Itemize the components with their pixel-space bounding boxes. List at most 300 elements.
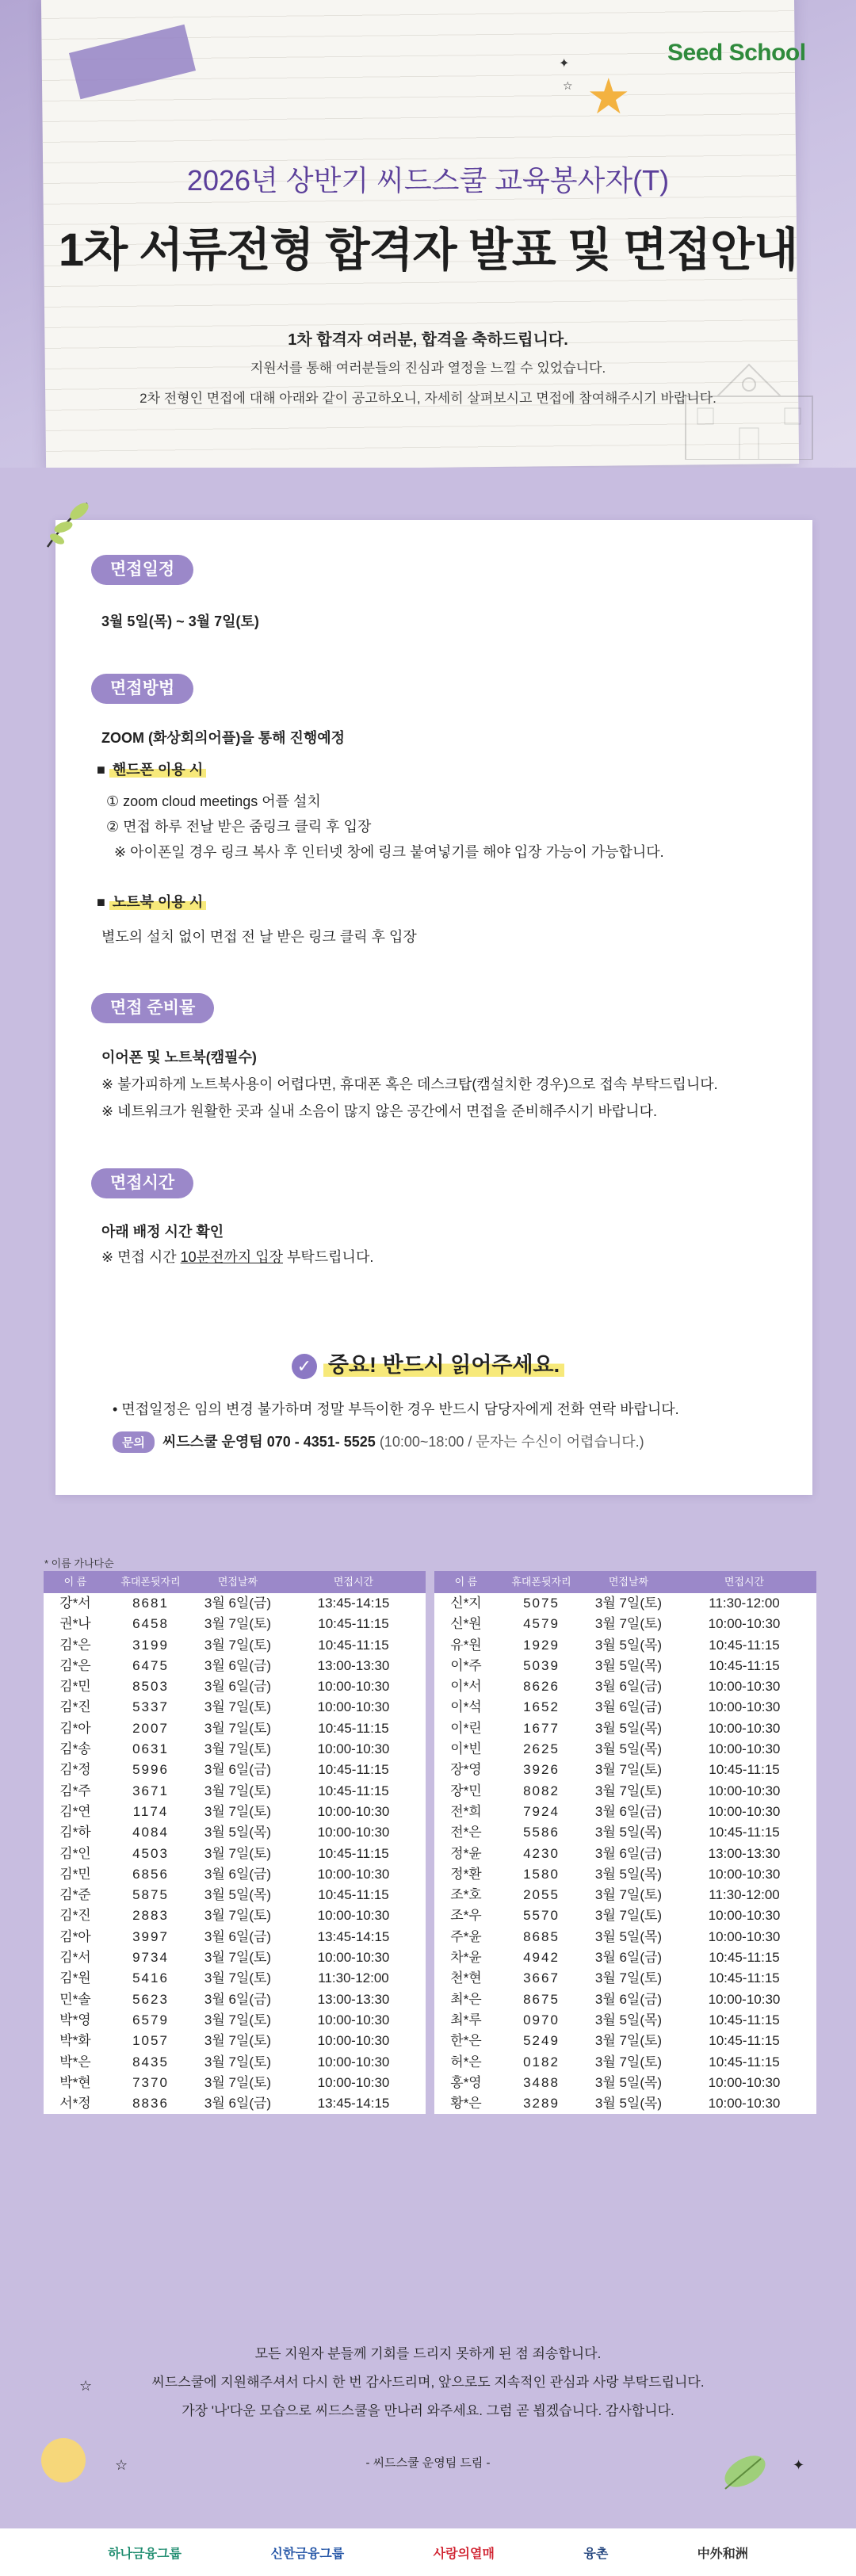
- table-cell: 3월 7일(토): [204, 2054, 272, 2070]
- table-cell: 3월 5일(목): [594, 1741, 663, 1757]
- table-cell: 최*은: [450, 1991, 482, 2007]
- table-cell: 0631: [132, 1741, 169, 1757]
- star-icon: ★: [587, 70, 631, 124]
- table-row: [44, 2031, 426, 2051]
- table-cell: 3월 5일(목): [594, 2074, 663, 2090]
- table-cell: 13:00-13:30: [708, 1845, 781, 1861]
- table-cell: 2055: [523, 1887, 560, 1903]
- table-cell: 13:00-13:30: [317, 1657, 390, 1673]
- table-row: [434, 1697, 816, 1718]
- table-cell: 7924: [523, 1803, 560, 1819]
- table-row: [44, 1635, 426, 1656]
- table-cell: 3월 7일(토): [204, 1699, 272, 1715]
- table-note: * 이름 가나다순: [44, 1557, 114, 1569]
- table-row: [434, 1593, 816, 1614]
- table-cell: 이*주: [450, 1657, 482, 1673]
- table-cell: 서*정: [59, 2096, 91, 2112]
- sponsor-bar: [0, 2528, 856, 2576]
- table-cell: 김*원: [59, 1970, 91, 1986]
- time-badge: 면접시간: [91, 1168, 193, 1198]
- table-cell: 1652: [523, 1699, 560, 1715]
- prep-note: ※ 네트워크가 원활한 곳과 실내 소음이 많지 않은 공간에서 면접을 준비해주시기 바랍니다.: [101, 1103, 658, 1119]
- table-cell: 3월 7일(토): [594, 1887, 663, 1903]
- table-cell: 3199: [132, 1637, 169, 1653]
- table-cell: 강*서: [59, 1596, 91, 1611]
- table-cell: 5249: [523, 2033, 560, 2049]
- table-cell: 3월 7일(토): [204, 1720, 272, 1736]
- table-cell: 5623: [132, 1991, 169, 2007]
- table-cell: 8836: [132, 2096, 169, 2112]
- table-cell: 0970: [523, 2012, 560, 2028]
- table-cell: 4503: [132, 1845, 169, 1861]
- table-cell: 3월 6일(금): [204, 1657, 272, 1673]
- sparkle-icon: ✦: [559, 57, 570, 71]
- table-cell: 1580: [523, 1866, 560, 1882]
- table-cell: 13:00-13:30: [317, 1991, 390, 2007]
- table-cell: 조*우: [450, 1908, 482, 1924]
- table-cell: 4230: [523, 1845, 560, 1861]
- table-cell: 3월 7일(토): [204, 1616, 272, 1632]
- table-cell: 3월 5일(목): [594, 1866, 663, 1882]
- table-cell: 10:00-10:30: [708, 1699, 781, 1715]
- table-row: [44, 2073, 426, 2093]
- table-cell: 3월 5일(목): [594, 1637, 663, 1653]
- intro-text: 지원서를 통해 여러분들의 진심과 열정을 느낄 수 있었습니다.: [250, 361, 606, 376]
- table-cell: 10:45-11:15: [318, 1845, 389, 1861]
- table-cell: 10:00-10:30: [708, 1679, 781, 1695]
- table-row: [44, 1781, 426, 1802]
- table-cell: 이*서: [450, 1679, 482, 1695]
- table-cell: 10:00-10:30: [317, 1699, 390, 1715]
- table-cell: 0182: [523, 2054, 560, 2070]
- table-cell: 박*영: [59, 2012, 91, 2028]
- schedule-badge: 면접일정: [91, 555, 193, 585]
- table-row: [434, 1844, 816, 1864]
- time-text: 아래 배정 시간 확인: [101, 1224, 224, 1240]
- table-cell: 3월 6일(금): [594, 1950, 663, 1966]
- table-cell: 김*민: [59, 1679, 91, 1695]
- table-cell: 10:00-10:30: [708, 1803, 781, 1819]
- table-row: [44, 1864, 426, 1885]
- table-cell: 8435: [132, 2054, 169, 2070]
- phone-label: ■ 핸드폰 이용 시: [97, 759, 206, 779]
- table-cell: 10:45-11:15: [709, 2054, 780, 2070]
- important-bullet: • 면접일정은 임의 변경 불가하며 정말 부득이한 경우 반드시 담당자에게 전화 연락 바랍니다.: [113, 1401, 679, 1417]
- table-cell: 홍*영: [450, 2074, 482, 2090]
- table-cell: 10:00-10:30: [317, 1866, 390, 1882]
- intro-text: 2차 전형인 면접에 대해 아래와 같이 공고하오니, 자세히 살펴보시고 면접에 참여해주시기 바랍니다.: [139, 391, 717, 406]
- table-cell: 3월 7일(토): [204, 1845, 272, 1861]
- table-row: [44, 1947, 426, 1968]
- table-row: [44, 1844, 426, 1864]
- table-row: [44, 1989, 426, 2010]
- table-row: [44, 1593, 426, 1614]
- table-cell: 이*석: [450, 1699, 482, 1715]
- table-cell: 4084: [132, 1825, 169, 1840]
- hero-subtitle: 2026년 상반기 씨드스쿨 교육봉사자(T): [186, 164, 670, 197]
- table-cell: 4942: [523, 1950, 560, 1966]
- table-cell: 10:00-10:30: [317, 1825, 390, 1840]
- table-cell: 3289: [523, 2096, 560, 2112]
- table-row: [434, 1885, 816, 1905]
- table-row: [44, 1760, 426, 1780]
- table-cell: 권*나: [59, 1616, 91, 1632]
- table-cell: 3671: [132, 1783, 169, 1798]
- table-cell: 5416: [132, 1970, 169, 1986]
- contact-line: 문의 씨드스쿨 운영팀 070 - 4351- 5525 (10:00~18:00 / 문자는 수신이 어렵습니다.): [113, 1431, 644, 1453]
- table-row: [434, 2010, 816, 2031]
- laptop-text: 별도의 설치 없이 면접 전 날 받은 링크 클릭 후 입장: [101, 929, 417, 945]
- table-cell: 10:45-11:15: [318, 1762, 389, 1778]
- table-cell: 김*연: [59, 1803, 91, 1819]
- prep-badge: 면접 준비물: [91, 993, 214, 1023]
- table-cell: 8675: [523, 1991, 560, 2007]
- table-cell: 3월 5일(목): [594, 1657, 663, 1673]
- table-cell: 3월 6일(금): [204, 1928, 272, 1944]
- method-badge: 면접방법: [91, 674, 193, 704]
- table-cell: 3월 6일(금): [204, 1762, 272, 1778]
- table-cell: 5075: [523, 1596, 560, 1611]
- check-icon: ✓: [292, 1354, 317, 1379]
- table-cell: 6475: [132, 1657, 169, 1673]
- table-cell: 8626: [523, 1679, 560, 1695]
- table-cell: 10:45-11:15: [318, 1720, 389, 1736]
- table-cell: 2883: [132, 1908, 169, 1924]
- table-cell: 3월 6일(금): [594, 1991, 663, 2007]
- table-row: [44, 1822, 426, 1843]
- sparkle-icon: ✦: [793, 2457, 805, 2473]
- schedule-dates: 3월 5일(목) ~ 3월 7일(토): [101, 613, 259, 629]
- phone-step: ① zoom cloud meetings 어플 설치: [106, 793, 321, 809]
- sponsor-logo: 하나금융그룹: [108, 2547, 182, 2561]
- table-cell: 3월 5일(목): [204, 1887, 272, 1903]
- table-cell: 5875: [132, 1887, 169, 1903]
- table-cell: 10:00-10:30: [317, 2012, 390, 2028]
- table-cell: 13:45-14:15: [317, 2096, 390, 2112]
- table-cell: 3월 6일(금): [594, 1803, 663, 1819]
- table-row: [434, 1989, 816, 2010]
- table-header: 이 름 휴대폰뒷자리 면접날짜 면접시간: [44, 1571, 426, 1593]
- table-cell: 3667: [523, 1970, 560, 1986]
- table-row: [44, 1656, 426, 1676]
- table-cell: 10:00-10:30: [708, 1928, 781, 1944]
- table-row: [44, 1968, 426, 1989]
- table-cell: 5039: [523, 1657, 560, 1673]
- table-cell: 김*정: [59, 1762, 91, 1778]
- table-row: [434, 1635, 816, 1656]
- smiley-sun-icon: [41, 2438, 86, 2482]
- table-cell: 9734: [132, 1950, 169, 1966]
- table-cell: 장*민: [450, 1783, 482, 1798]
- table-row: [434, 1739, 816, 1760]
- table-cell: 유*원: [450, 1637, 482, 1653]
- table-row: [434, 2093, 816, 2114]
- table-cell: 5996: [132, 1762, 169, 1778]
- table-cell: 3월 6일(금): [594, 1845, 663, 1861]
- table-cell: 장*영: [450, 1762, 482, 1778]
- table-cell: 3월 7일(토): [204, 1970, 272, 1986]
- table-row: [434, 1718, 816, 1739]
- table-cell: 10:00-10:30: [708, 1908, 781, 1924]
- table-row: [44, 2052, 426, 2073]
- table-cell: 10:00-10:30: [708, 1866, 781, 1882]
- table-cell: 3월 6일(금): [594, 1679, 663, 1695]
- table-cell: 김*준: [59, 1887, 91, 1903]
- table-cell: 조*호: [450, 1887, 482, 1903]
- table-cell: 10:45-11:15: [318, 1637, 389, 1653]
- table-cell: 김*송: [59, 1741, 91, 1757]
- table-row: [434, 1781, 816, 1802]
- table-row: [44, 1697, 426, 1718]
- table-cell: 10:00-10:30: [708, 1616, 781, 1632]
- table-cell: 6579: [132, 2012, 169, 2028]
- table-cell: 박*은: [59, 2054, 91, 2070]
- table-row: [44, 1927, 426, 1947]
- table-cell: 3월 7일(토): [204, 1783, 272, 1798]
- table-cell: 10:00-10:30: [317, 1679, 390, 1695]
- table-cell: 신*지: [450, 1596, 482, 1611]
- leaf-icon: [40, 491, 103, 555]
- table-cell: 10:00-10:30: [317, 2074, 390, 2090]
- table-cell: 3월 7일(토): [204, 2074, 272, 2090]
- table-cell: 전*희: [450, 1803, 482, 1819]
- table-row: [434, 1822, 816, 1843]
- table-row: [44, 2093, 426, 2114]
- table-cell: 1929: [523, 1637, 560, 1653]
- table-cell: 3월 7일(토): [594, 1908, 663, 1924]
- table-cell: 10:00-10:30: [708, 2074, 781, 2090]
- table-cell: 김*진: [59, 1699, 91, 1715]
- table-cell: 11:30-12:00: [709, 1596, 780, 1611]
- table-cell: 3월 7일(토): [204, 1741, 272, 1757]
- footer-text: 씨드스쿨에 지원해주셔서 다시 한 번 감사드리며, 앞으로도 지속적인 관심과 사랑 부탁드립니다.: [151, 2375, 705, 2390]
- table-cell: 4579: [523, 1616, 560, 1632]
- table-row: [434, 1905, 816, 1926]
- table-cell: 10:45-11:15: [709, 1657, 780, 1673]
- table-cell: 3월 7일(토): [594, 1596, 663, 1611]
- schedule-table-right: [434, 1571, 816, 2114]
- table-cell: 3월 7일(토): [204, 1908, 272, 1924]
- sparkle-icon: ☆: [115, 2457, 128, 2473]
- table-cell: 3월 6일(금): [204, 1866, 272, 1882]
- table-row: [434, 1864, 816, 1885]
- table-cell: 3월 5일(목): [594, 1720, 663, 1736]
- table-cell: 1677: [523, 1720, 560, 1736]
- table-cell: 7370: [132, 2074, 169, 2090]
- congrats-text: 1차 합격자 여러분, 합격을 축하드립니다.: [288, 331, 568, 349]
- table-cell: 10:00-10:30: [317, 1741, 390, 1757]
- sponsor-logo: 신한금융그룹: [270, 2547, 345, 2561]
- table-cell: 정*환: [450, 1866, 482, 1882]
- table-row: [44, 1676, 426, 1697]
- table-cell: 10:45-11:15: [709, 1762, 780, 1778]
- table-cell: 13:45-14:15: [317, 1928, 390, 1944]
- table-cell: 11:30-12:00: [318, 1970, 389, 1986]
- table-cell: 10:00-10:30: [317, 1950, 390, 1966]
- table-cell: 2625: [523, 1741, 560, 1757]
- table-cell: 김*서: [59, 1950, 91, 1966]
- table-row: [44, 1802, 426, 1822]
- table-cell: 김*하: [59, 1825, 91, 1840]
- table-cell: 신*원: [450, 1616, 482, 1632]
- table-cell: 10:00-10:30: [708, 1783, 781, 1798]
- table-cell: 10:00-10:30: [317, 1908, 390, 1924]
- table-cell: 10:45-11:15: [709, 2033, 780, 2049]
- footer-text: 모든 지원자 분들께 기회를 드리지 못하게 된 점 죄송합니다.: [254, 2346, 602, 2361]
- table-cell: 8685: [523, 1928, 560, 1944]
- table-cell: 3월 5일(목): [594, 2096, 663, 2112]
- table-cell: 전*은: [450, 1825, 482, 1840]
- table-cell: 3월 7일(토): [594, 1970, 663, 1986]
- table-cell: 김*아: [59, 1928, 91, 1944]
- table-cell: 최*루: [450, 2012, 482, 2028]
- table-cell: 3926: [523, 1762, 560, 1778]
- sparkle-icon: ☆: [79, 2378, 93, 2394]
- footer-sign: - 씨드스쿨 운영팀 드림 -: [365, 2456, 491, 2470]
- table-body: [434, 1593, 816, 2114]
- table-cell: 3월 5일(목): [594, 1825, 663, 1840]
- table-row: [44, 1885, 426, 1905]
- table-cell: 한*은: [450, 2033, 482, 2049]
- table-row: [434, 1802, 816, 1822]
- table-cell: 11:30-12:00: [709, 1887, 780, 1903]
- table-cell: 김*은: [59, 1657, 91, 1673]
- table-cell: 10:45-11:15: [709, 2012, 780, 2028]
- table-row: [434, 1927, 816, 1947]
- table-cell: 5570: [523, 1908, 560, 1924]
- seed-school-logo: Seed School: [667, 40, 806, 66]
- table-cell: 박*현: [59, 2074, 91, 2090]
- sponsor-logo: 융촌: [583, 2547, 609, 2561]
- table-cell: 3월 7일(토): [594, 1783, 663, 1798]
- table-cell: 2007: [132, 1720, 169, 1736]
- table-cell: 3월 7일(토): [204, 2033, 272, 2049]
- footer-text: 가장 '나'다운 모습으로 씨드스쿨을 만나러 와주세요. 그럼 곧 뵙겠습니다. 감사합니다.: [182, 2403, 674, 2418]
- table-cell: 10:45-11:15: [709, 1950, 780, 1966]
- table-cell: 김*주: [59, 1783, 91, 1798]
- table-cell: 이*빈: [450, 1741, 482, 1757]
- table-row: [44, 1739, 426, 1760]
- table-cell: 10:00-10:30: [708, 1991, 781, 2007]
- table-header: 이 름 휴대폰뒷자리 면접날짜 면접시간: [434, 1571, 816, 1593]
- table-row: [434, 2052, 816, 2073]
- table-row: [434, 2073, 816, 2093]
- table-cell: 황*은: [450, 2096, 482, 2112]
- table-cell: 정*윤: [450, 1845, 482, 1861]
- table-cell: 10:45-11:15: [318, 1616, 389, 1632]
- table-cell: 3488: [523, 2074, 560, 2090]
- important-title: ✓ 중요! 반드시 읽어주세요.: [0, 1347, 856, 1379]
- sparkle-icon: ☆: [563, 79, 573, 92]
- table-row: [434, 1968, 816, 1989]
- table-cell: 허*은: [450, 2054, 482, 2070]
- table-row: [434, 1656, 816, 1676]
- table-cell: 5337: [132, 1699, 169, 1715]
- table-cell: 10:00-10:30: [708, 2096, 781, 2112]
- table-cell: 6856: [132, 1866, 169, 1882]
- table-cell: 3월 5일(목): [594, 2012, 663, 2028]
- table-cell: 김*아: [59, 1720, 91, 1736]
- table-cell: 천*현: [450, 1970, 482, 1986]
- table-cell: 3월 7일(토): [204, 1803, 272, 1819]
- schedule-table-left: [44, 1571, 426, 2114]
- laptop-label: ■ 노트북 이용 시: [97, 891, 206, 912]
- table-cell: 3월 6일(금): [204, 1596, 272, 1611]
- table-cell: 1174: [132, 1803, 169, 1819]
- contact-tag: 문의: [113, 1431, 155, 1453]
- table-row: [44, 1905, 426, 1926]
- prep-note: ※ 불가피하게 노트북사용이 어렵다면, 휴대폰 혹은 데스크탑(캠설치한 경우)으로 접속 부탁드립니다.: [101, 1076, 718, 1092]
- table-cell: 3월 7일(토): [594, 1616, 663, 1632]
- table-cell: 5586: [523, 1825, 560, 1840]
- table-cell: 10:00-10:30: [708, 1720, 781, 1736]
- table-cell: 8681: [132, 1596, 169, 1611]
- page-title: 1차 서류전형 합격자 발표 및 면접안내: [58, 224, 798, 276]
- table-row: [44, 1614, 426, 1634]
- table-cell: 3월 5일(목): [204, 1825, 272, 1840]
- table-cell: 3월 6일(금): [594, 1699, 663, 1715]
- table-cell: 10:00-10:30: [708, 1741, 781, 1757]
- table-cell: 3997: [132, 1928, 169, 1944]
- table-cell: 주*윤: [450, 1928, 482, 1944]
- phone-note: ※ 아이폰일 경우 링크 복사 후 인터넷 창에 링크 붙여넣기를 해야 입장 가능이 가능합니다.: [114, 844, 664, 860]
- table-cell: 10:00-10:30: [317, 2033, 390, 2049]
- table-row: [434, 1760, 816, 1780]
- table-cell: 10:00-10:30: [317, 2054, 390, 2070]
- table-cell: 10:45-11:15: [709, 1637, 780, 1653]
- table-cell: 김*인: [59, 1845, 91, 1861]
- table-cell: 김*민: [59, 1866, 91, 1882]
- table-cell: 13:45-14:15: [317, 1596, 390, 1611]
- leaf-icon: [717, 2449, 773, 2497]
- table-cell: 3월 7일(토): [594, 2054, 663, 2070]
- school-illustration-icon: [670, 349, 828, 460]
- table-body: [44, 1593, 426, 2114]
- phone-step: ② 면접 하루 전날 받은 줌링크 클릭 후 입장: [106, 819, 372, 835]
- table-cell: 3월 7일(토): [204, 1637, 272, 1653]
- table-cell: 10:45-11:15: [318, 1887, 389, 1903]
- table-row: [434, 1614, 816, 1634]
- prep-items: 이어폰 및 노트북(캠필수): [101, 1049, 257, 1065]
- table-cell: 이*린: [450, 1720, 482, 1736]
- table-cell: 3월 7일(토): [594, 1762, 663, 1778]
- table-cell: 10:45-11:15: [709, 1825, 780, 1840]
- sponsor-logo: 中外和洲: [697, 2547, 748, 2561]
- table-cell: 김*진: [59, 1908, 91, 1924]
- table-cell: 10:45-11:15: [318, 1783, 389, 1798]
- table-row: [434, 1676, 816, 1697]
- table-cell: 3월 6일(금): [204, 1679, 272, 1695]
- table-cell: 3월 7일(토): [594, 2033, 663, 2049]
- table-row: [44, 1718, 426, 1739]
- sponsor-logo: 사랑의열매: [433, 2547, 495, 2561]
- table-cell: 김*은: [59, 1637, 91, 1653]
- table-row: [44, 2010, 426, 2031]
- table-cell: 10:45-11:15: [709, 1970, 780, 1986]
- table-cell: 3월 5일(목): [594, 1928, 663, 1944]
- table-cell: 1057: [132, 2033, 169, 2049]
- table-cell: 민*솔: [59, 1991, 91, 2007]
- table-cell: 3월 6일(금): [204, 1991, 272, 2007]
- table-cell: 8082: [523, 1783, 560, 1798]
- time-note: ※ 면접 시간 10분전까지 입장 부탁드립니다.: [101, 1249, 374, 1265]
- table-row: [434, 1947, 816, 1968]
- method-intro: ZOOM (화상회의어플)을 통해 진행예정: [101, 730, 346, 746]
- table-cell: 3월 7일(토): [204, 2012, 272, 2028]
- table-row: [434, 2031, 816, 2051]
- table-cell: 박*화: [59, 2033, 91, 2049]
- table-cell: 3월 7일(토): [204, 1950, 272, 1966]
